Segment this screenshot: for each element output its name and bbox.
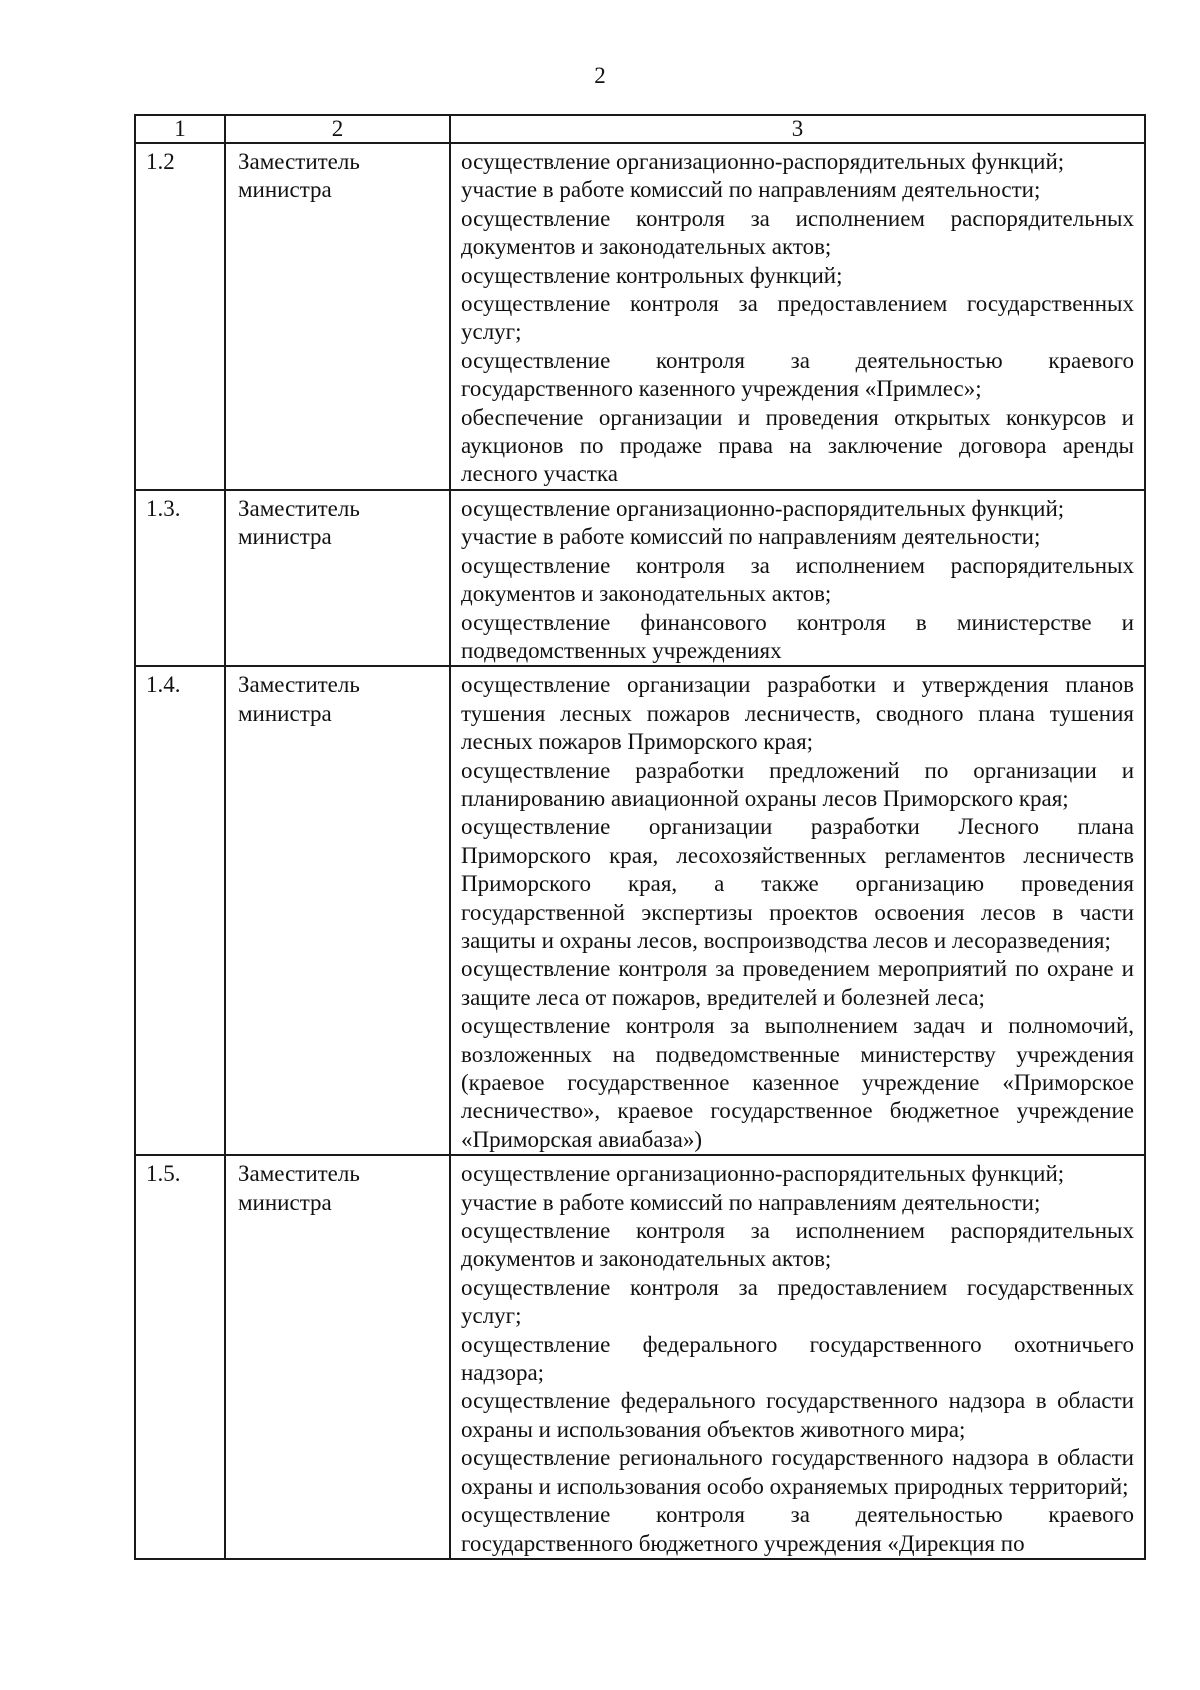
duty-item: осуществление организации разработки Лесного плана Приморского края, лесохозяйственных регламентов лесничеств Приморского края, а также организацию проведения государственной экспертизы проектов освоения лесов в части защиты и охраны лесов, воспроизводства лесов и лесоразведения;	[461, 814, 1134, 953]
duty-item: участие в работе комиссий по направлениям деятельности;	[461, 177, 1041, 203]
table-row	[135, 666, 1145, 1155]
duty-item: участие в работе комиссий по направлениям деятельности;	[461, 1189, 1041, 1215]
duty-item: осуществление контроля за предоставлением государственных услуг;	[461, 1274, 1134, 1329]
duty-item: обеспечение организации и проведения открытых конкурсов и аукционов по продаже права на заключение договора аренды лесного участка	[461, 404, 1134, 487]
table-body	[135, 143, 1145, 1559]
duty-item: осуществление организации разработки и утверждения планов тушения лесных пожаров лесничеств, сводного плана тушения лесных пожаров Приморского края;	[461, 672, 1134, 755]
position-title: Заместитель министра	[225, 490, 450, 666]
table-row	[135, 490, 1145, 666]
duty-item: осуществление контроля за проведением мероприятий по охране и защите леса от пожаров, вредителей и болезней леса;	[461, 956, 1134, 1010]
duty-item: осуществление организационно-распорядительных функций;	[461, 495, 1065, 521]
duty-item: осуществление регионального государственного надзора в области охраны и использования особо охраняемых природных территорий;	[461, 1445, 1134, 1499]
duties-cell	[450, 1155, 1145, 1559]
position-title: Заместитель министра	[225, 1155, 450, 1559]
table-header-row	[135, 115, 1145, 143]
duty-item: осуществление контроля за деятельностью краевого государственного казенного учреждения «Примлес»;	[461, 347, 1134, 402]
duty-item: осуществление контроля за исполнением распорядительных документов и законодательных актов;	[461, 1218, 1134, 1272]
duty-item: участие в работе комиссий по направлениям деятельности;	[461, 524, 1041, 550]
duties-cell	[450, 143, 1145, 490]
duties-table	[134, 114, 1146, 1560]
page-number: 2	[594, 63, 606, 88]
duty-item: осуществление контрольных функций;	[461, 262, 843, 288]
table-row	[135, 1155, 1145, 1559]
column-header-1: 1	[135, 115, 225, 143]
duty-item: осуществление разработки предложений по организации и планированию авиационной охраны лесов Приморского края;	[461, 757, 1134, 811]
row-number: 1.2	[135, 143, 225, 490]
duty-item: осуществление федерального государственного надзора в области охраны и использования объектов животного мира;	[461, 1388, 1134, 1442]
row-number: 1.3.	[135, 490, 225, 666]
duty-item: осуществление организационно-распорядительных функций;	[461, 149, 1065, 174]
duty-item: осуществление организационно-распорядительных функций;	[461, 1161, 1065, 1187]
duty-item: осуществление контроля за выполнением задач и полномочий, возложенных на подведомственные министерству учреждения (краевое государственное казенное учреждение «Приморское лесничество», краевое государственное бюджетное учреждение «Приморская авиабаза»)	[461, 1013, 1134, 1152]
position-title: Заместитель министра	[225, 143, 450, 490]
duty-item: осуществление финансового контроля в министерстве и подведомственных учреждениях	[461, 609, 1134, 663]
duties-cell	[450, 490, 1145, 666]
row-number: 1.5.	[135, 1155, 225, 1559]
duty-item: осуществление контроля за предоставлением государственных услуг;	[461, 291, 1134, 345]
duties-cell	[450, 666, 1145, 1155]
duty-item: осуществление контроля за деятельностью краевого государственного бюджетного учреждения «Дирекция по	[461, 1502, 1134, 1556]
table-row	[135, 143, 1145, 490]
column-header-2: 2	[225, 115, 450, 143]
duty-item: осуществление контроля за исполнением распорядительных документов и законодательных актов;	[461, 552, 1134, 607]
position-title: Заместитель министра	[225, 666, 450, 1155]
row-number: 1.4.	[135, 666, 225, 1155]
duty-item: осуществление контроля за исполнением распорядительных документов и законодательных актов;	[461, 205, 1134, 260]
duty-item: осуществление федерального государственного охотничьего надзора;	[461, 1331, 1134, 1386]
column-header-3: 3	[450, 115, 1145, 143]
